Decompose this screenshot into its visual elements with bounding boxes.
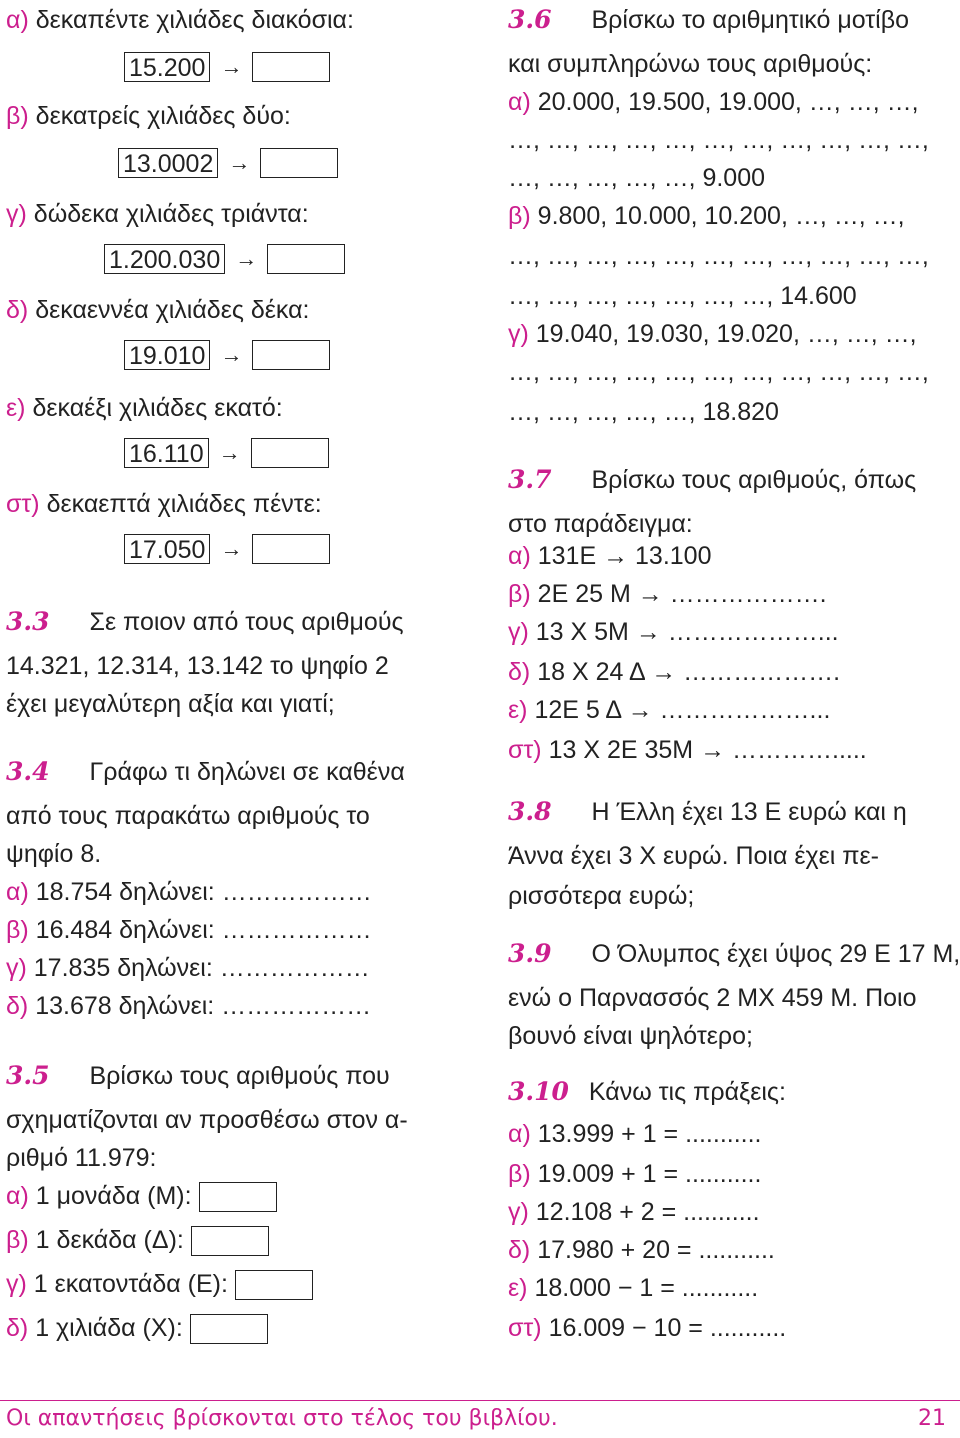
conv-item-b: β) δεκατρείς χιλιάδες δύο: (6, 102, 291, 130)
conv-row-e (124, 436, 329, 469)
arrow-icon: → (235, 246, 258, 271)
ex35-line2: σχηματίζονται αν προσθέσω στον α- (6, 1106, 408, 1134)
conv-row-d (124, 338, 330, 371)
answer-box[interactable] (199, 1182, 277, 1212)
ex37-line2: στο παράδειγμα: (508, 510, 693, 538)
list-item: α) 20.000, 19.500, 19.000, …, …, …, (508, 88, 919, 116)
ex33-line3: έχει μεγαλύτερη αξία και γιατί; (6, 690, 335, 718)
answer-box[interactable] (235, 1270, 313, 1300)
list-item: β) 16.484 δηλώνει: ……………… (6, 916, 372, 944)
footer (6, 1406, 952, 1431)
arrow-icon: → (220, 536, 243, 561)
ex38-line2: Άννα έχει 3 Χ ευρώ. Ποια έχει πε- (508, 842, 880, 870)
ex310-title: 3.10 Κάνω τις πράξεις: (508, 1077, 786, 1106)
answer-box[interactable] (251, 438, 329, 468)
arrow-icon: → (218, 440, 241, 465)
list-item: γ) 1 εκατοντάδα (Ε): (6, 1268, 313, 1300)
arrow-icon: → (228, 150, 251, 175)
ex35-line3: ριθμό 11.979: (6, 1144, 157, 1172)
conv-item-c: γ) δώδεκα χιλιάδες τριάντα: (6, 200, 309, 228)
list-item: β) 9.800, 10.000, 10.200, …, …, …, (508, 202, 905, 230)
ex34-line3: ψηφίο 8. (6, 840, 102, 868)
list-item: δ) 17.980 + 20 = ........... (508, 1236, 775, 1264)
answer-box[interactable] (191, 1226, 269, 1256)
list-item: α) 131Ε → 13.100 (508, 542, 712, 570)
ex39-line2: ενώ ο Παρνασσός 2 ΜΧ 459 Μ. Ποιο (508, 984, 917, 1012)
arrow-icon: → (220, 54, 243, 79)
list-item: γ) 19.040, 19.030, 19.020, …, …, …, (508, 320, 917, 348)
exercise-number: 3.3 (6, 607, 50, 636)
pattern-dots: …, …, …, …, …, …, …, 14.600 (508, 282, 857, 310)
list-item: ε) 12Ε 5 Δ → ………………... (508, 696, 831, 724)
exercise-number: 3.6 (508, 5, 552, 34)
conv-item-f: στ) δεκαεπτά χιλιάδες πέντε: (6, 490, 322, 518)
answer-box[interactable] (260, 148, 338, 178)
conv-row-b (118, 146, 338, 179)
ex35-line1: 3.5 Βρίσκω τους αριθμούς που (6, 1061, 390, 1090)
answer-box[interactable] (252, 340, 330, 370)
answer-box[interactable] (252, 52, 330, 82)
value-box: 17.050 (124, 534, 210, 564)
list-item: β) 19.009 + 1 = ........... (508, 1160, 762, 1188)
value-box: 16.110 (124, 438, 209, 468)
answer-box[interactable] (190, 1314, 268, 1344)
list-item: δ) 13.678 δηλώνει: ……………… (6, 992, 372, 1020)
list-item: γ) 17.835 δηλώνει: ……………… (6, 954, 370, 982)
exercise-number: 3.7 (508, 465, 552, 494)
pattern-dots: …, …, …, …, …, 18.820 (508, 398, 779, 426)
conv-item-e: ε) δεκαέξι χιλιάδες εκατό: (6, 394, 283, 422)
pattern-dots: …, …, …, …, …, 9.000 (508, 164, 766, 192)
footer-note: Οι απαντήσεις βρίσκονται στο τέλος του βιβλίου. (6, 1406, 558, 1431)
exercise-number: 3.8 (508, 797, 552, 826)
ex33-line2: 14.321, 12.314, 13.142 το ψηφίο 2 (6, 652, 389, 680)
conv-row-f (124, 532, 330, 565)
value-box: 13.0002 (118, 148, 218, 178)
exercise-number: 3.4 (6, 757, 50, 786)
ex39-line1: 3.9 Ο Όλυμπος έχει ύψος 29 Ε 17 Μ, (508, 939, 960, 968)
list-item: δ) 1 χιλιάδα (Χ): (6, 1312, 268, 1344)
list-item: α) 18.754 δηλώνει: ……………… (6, 878, 372, 906)
value-box: 19.010 (124, 340, 210, 370)
exercise-number: 3.10 (508, 1077, 569, 1106)
list-item: γ) 13 Χ 5Μ → ………………... (508, 618, 839, 646)
ex38-line1: 3.8 Η Έλλη έχει 13 Ε ευρώ και η (508, 797, 907, 826)
pattern-dots: …, …, …, …, …, …, …, …, …, …, …, (508, 242, 929, 270)
list-item: στ) 16.009 − 10 = ........... (508, 1314, 787, 1342)
arrow-icon: → (220, 342, 243, 367)
value-box: 1.200.030 (104, 244, 225, 274)
conv-item-a: α) δεκαπέντε χιλιάδες διακόσια: (6, 6, 354, 34)
ex38-line3: ρισσότερα ευρώ; (508, 882, 695, 910)
list-item: γ) 12.108 + 2 = ........... (508, 1198, 760, 1226)
conv-row-c (104, 242, 345, 275)
ex34-line1: 3.4 Γράφω τι δηλώνει σε καθένα (6, 757, 405, 786)
ex39-line3: βουνό είναι ψηλότερο; (508, 1022, 753, 1050)
pattern-dots: …, …, …, …, …, …, …, …, …, …, …, (508, 126, 929, 154)
exercise-number: 3.5 (6, 1061, 50, 1090)
exercise-number: 3.9 (508, 939, 552, 968)
ex37-line1: 3.7 Βρίσκω τους αριθμούς, όπως (508, 465, 917, 494)
answer-box[interactable] (252, 534, 330, 564)
conv-row-a (124, 50, 330, 83)
conv-item-d: δ) δεκαεννέα χιλιάδες δέκα: (6, 296, 310, 324)
ex33-line1: 3.3 Σε ποιον από τους αριθμούς (6, 607, 404, 636)
ex36-line2: και συμπληρώνω τους αριθμούς: (508, 50, 873, 78)
footer-divider (0, 1400, 960, 1401)
list-item: δ) 18 Χ 24 Δ → ………………. (508, 658, 841, 686)
page-number: 21 (918, 1406, 946, 1431)
ex34-line2: από τους παρακάτω αριθμούς το (6, 802, 370, 830)
list-item: α) 1 μονάδα (Μ): (6, 1180, 277, 1212)
list-item: β) 2Ε 25 Μ → ………………. (508, 580, 827, 608)
list-item: ε) 18.000 − 1 = ........... (508, 1274, 759, 1302)
list-item: α) 13.999 + 1 = ........... (508, 1120, 762, 1148)
pattern-dots: …, …, …, …, …, …, …, …, …, …, …, (508, 358, 929, 386)
list-item: β) 1 δεκάδα (Δ): (6, 1224, 269, 1256)
ex36-line1: 3.6 Βρίσκω το αριθμητικό μοτίβο (508, 5, 909, 34)
value-box: 15.200 (124, 52, 210, 82)
list-item: στ) 13 Χ 2Ε 35Μ → …………..... (508, 736, 867, 764)
answer-box[interactable] (267, 244, 345, 274)
